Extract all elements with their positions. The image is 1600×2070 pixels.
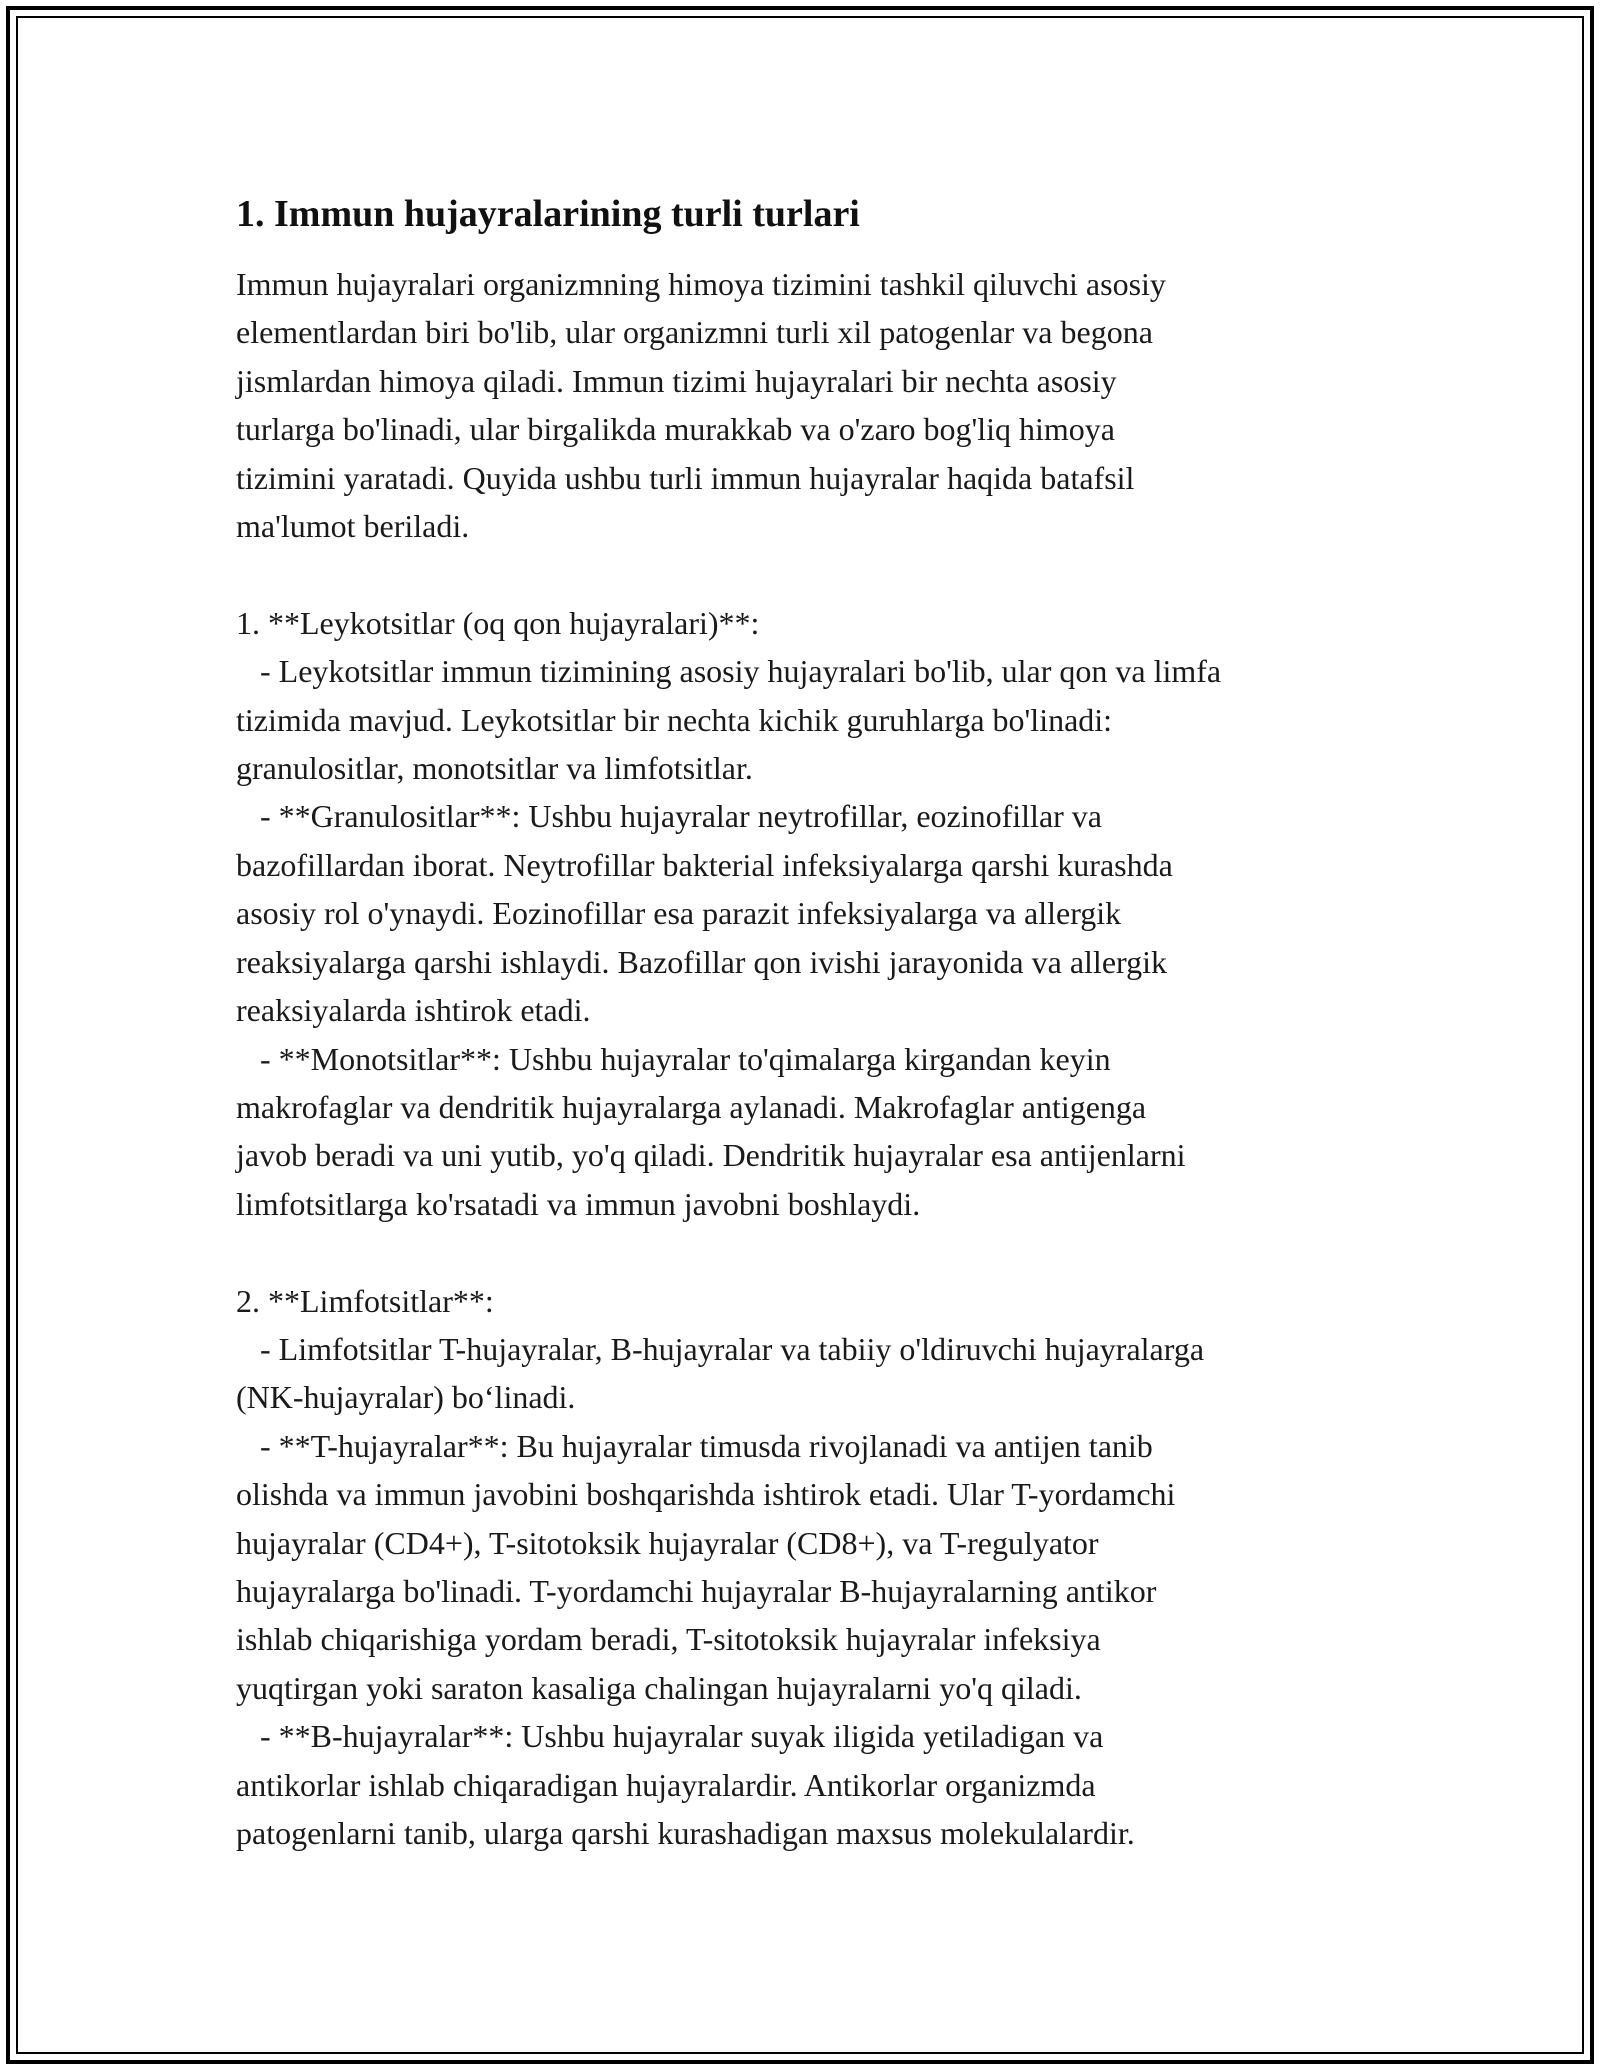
document-body-text: Immun hujayralari organizmning himoya tizimini tashkil qiluvchi asosiy elementlardan biri bo'lib, ular organizmni turli xil patogenlar va begona jismlardan himoya qiladi. Immun tizimi hujayralari bir nechta asosiy turlarga bo'linadi, ular birgalikda murakkab va o'zaro bog'liq himoya tizimini yaratadi. Quyida ushbu turli immun hujayralar haqida batafsil ma'lumot beriladi. 1. **Leykotsitlar (oq qon hujayralari)**: - Leykotsitlar immun tizimining asosiy hujayralari bo'lib, ular qon va limfa tizimida mavjud. Leykotsitlar bir nechta kichik guruhlarga bo'linadi: granulositlar, monotsitlar va limfotsitlar. - **Granulositlar**: Ushbu hujayralar neytrofillar, eozinofillar va bazofillardan iborat. Neytrofillar bakterial infeksiyalarga qarshi kurashda asosiy rol o'ynaydi. Eozinofillar esa parazit infeksiyalarga va allergik reaksiyalarga qarshi ishlaydi. Bazofillar qon ivishi jarayonida va allergik reaksiyalarda ishtirok etadi. - **Monotsitlar**: Ushbu hujayralar to'qimalarga kirgandan keyin makrofaglar va dendritik hujayralarga aylanadi. Makrofaglar antigenga javob beradi va uni yutib, yo'q qiladi. Dendritik hujayralar esa antijenlarni limfotsitlarga ko'rsatadi va immun javobni boshlaydi. 2. **Limfotsitlar**: - Limfotsitlar T-hujayralar, B-hujayralar va tabiiy o'ldiruvchi hujayralarga (NK-hujayralar) bo‘linadi. - **T-hujayralar**: Bu hujayralar timusda rivojlanadi va antijen tanib olishda va immun javobini boshqarishda ishtirok etadi. Ular T-yordamchi hujayralar (CD4+), T-sitotoksik hujayralar (CD8+), va T-regulyator hujayralarga bo'linadi. T-yordamchi hujayralar B-hujayralarning antikor ishlab chiqarishiga yordam beradi, T-sitotoksik hujayralar infeksiya yuqtirgan yoki saraton kasaliga chalingan hujayralarni yo'q qiladi. - **B-hujayralar**: Ushbu hujayralar suyak iligida yetiladigan va antikorlar ishlab chiqaradigan hujayralardir. Antikorlar organizmda patogenlarni tanib, ularga qarshi kurashadigan maxsus molekulalardir. [236, 266, 1222, 1851]
document-content [236, 186, 1416, 1857]
document-title: 1. Immun hujayralarining turli turlari [236, 193, 860, 235]
